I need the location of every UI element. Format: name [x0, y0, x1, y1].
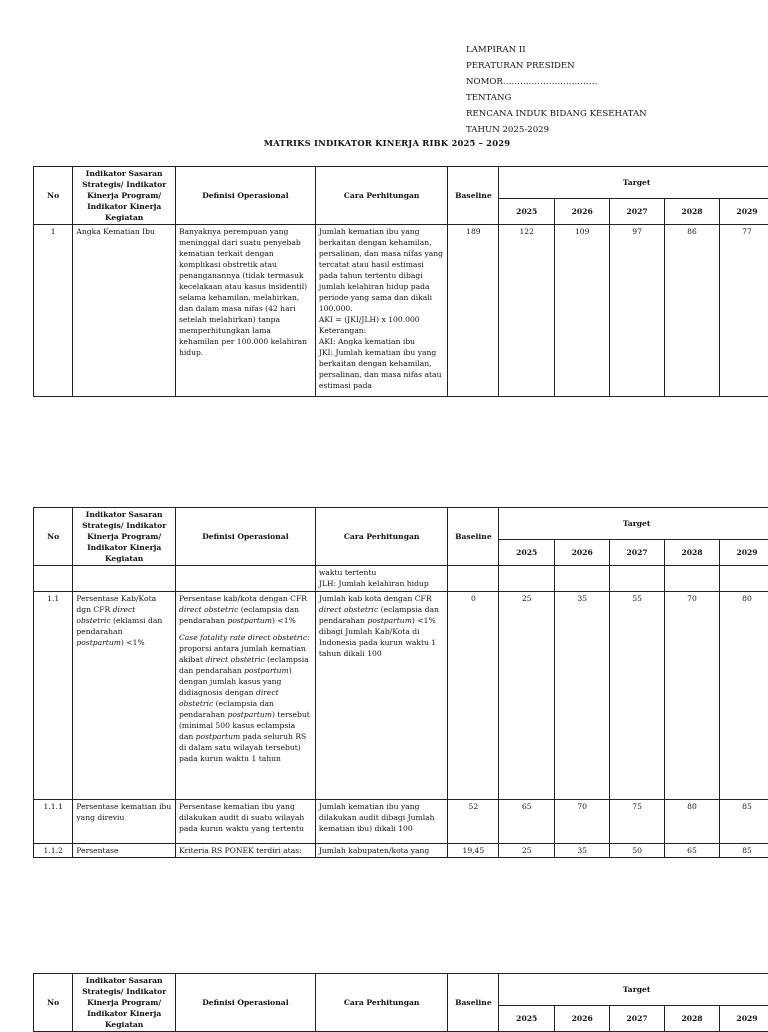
indicator-table-1 [33, 166, 768, 397]
table-row [34, 592, 768, 800]
col-header-year: 2026 [555, 539, 610, 565]
cell-target: 77 [719, 225, 768, 397]
cell-target: 65 [499, 800, 555, 844]
header-line-tentang: TENTANG [466, 90, 647, 106]
col-header-year: 2029 [719, 1005, 768, 1031]
cell-target: 75 [610, 800, 665, 844]
col-header-year: 2025 [499, 198, 555, 224]
cell-no: 1.1 [34, 592, 73, 800]
indicator-table-3 [33, 973, 768, 1032]
col-header-year: 2027 [610, 198, 665, 224]
col-header-year: 2029 [719, 198, 768, 224]
cell-target: 80 [665, 800, 720, 844]
cell-target: 65 [665, 844, 720, 858]
header-line-rencana: RENCANA INDUK BIDANG KESEHATAN [466, 106, 647, 122]
cara-line: AKI = (JKI/JLH) x 100.000 [319, 314, 445, 325]
cell-indikator: Persentase [73, 844, 176, 858]
cara-line: Keterangan: [319, 325, 445, 336]
cara-line: AKI: Angka kematian ibu [319, 336, 445, 347]
cell-target: 25 [499, 844, 555, 858]
col-header-indikator: Indikator Sasaran Strategis/ Indikator Kinerja Program/ Indikator Kinerja Kegiatan [73, 167, 176, 225]
cara-line: waktu tertentu [319, 567, 445, 578]
col-header-year: 2027 [610, 539, 665, 565]
cell-target: 109 [555, 225, 610, 397]
col-header-year: 2028 [665, 539, 720, 565]
cell-indikator: Persentase Kab/Kota dgn CFR direct obstetric (eklamsi dan pendarahan postpartum) <1% [73, 592, 176, 800]
cell-no: 1.1.1 [34, 800, 73, 844]
cell-cara: Jumlah kabupaten/kota yang [315, 844, 448, 858]
cara-line: JLH: Jumlah kelahiran hidup [319, 578, 445, 589]
col-header-indikator: Indikator Sasaran Strategis/ Indikator Kinerja Program/ Indikator Kinerja Kegiatan [73, 508, 176, 566]
cell-definisi: Persentase kab/kota dengan CFR direct obstetric (eclampsia dan pendarahan postpartum) <1% Case fatality rate direct obstetric: proporsi antara jumlah kematian akibat direct obstetric (eclampsia dan pendarahan postpartum) dengan jumlah kasus yang didiagnosis dengan direct obstetric (eclampsia dan pendarahan postpartum) tersebut (minimal 500 kasus eclampsia dan postpartum pada seluruh RS di dalam satu wilayah tersebut) pada kurun waktu 1 tahun [175, 592, 315, 800]
header-line-nomor: NOMOR…………………………… [466, 74, 647, 90]
cell-no: 1 [34, 225, 73, 397]
col-header-year: 2025 [499, 1005, 555, 1031]
col-header-year: 2025 [499, 539, 555, 565]
cell-baseline: 0 [448, 592, 499, 800]
col-header-cara: Cara Perhitungan [315, 974, 448, 1032]
cell-indikator: Angka Kematian Ibu [73, 225, 176, 397]
cell-target: 50 [610, 844, 665, 858]
cara-line: Jumlah kematian ibu yang berkaitan dengan kehamilan, persalinan, dan masa nifas yang tercatat atau hasil estimasi pada tahun tertentu dibagi jumlah kelahiran hidup pada periode yang sama dan dikali 100.000. [319, 226, 445, 314]
header-line-lampiran: LAMPIRAN II [466, 42, 647, 58]
col-header-baseline: Baseline [448, 974, 499, 1032]
indicator-table-2 [33, 507, 768, 858]
cell-target: 70 [665, 592, 720, 800]
cell-definisi: Persentase kematian ibu yang dilakukan audit di suatu wilayah pada kurun waktu yang tertentu [175, 800, 315, 844]
table-row [34, 225, 768, 397]
col-header-year: 2027 [610, 1005, 665, 1031]
col-header-baseline: Baseline [448, 167, 499, 225]
cell-baseline: 52 [448, 800, 499, 844]
cell-definisi: Banyaknya perempuan yang meninggal dari suatu penyebab kematian terkait dengan komplikasi obstretik atau penanganannya (tidak termasuk kecelakaan atau kasus insidentil) selama kehamilan, melahirkan, dan dalam masa nifas (42 hari setelah melahirkan) tanpa memperhitungkan lama kehamilan per 100.000 kelahiran hidup. [175, 225, 315, 397]
cell-target: 80 [719, 592, 768, 800]
cell-baseline: 19,45 [448, 844, 499, 858]
col-header-baseline: Baseline [448, 508, 499, 566]
cell-no: 1.1.2 [34, 844, 73, 858]
cara-line: JKI: Jumlah kematian ibu yang berkaitan dengan kehamilan, persalinan, dan masa nifas atau estimasi pada [319, 347, 445, 391]
col-header-definisi: Definisi Operasional [175, 167, 315, 225]
col-header-year: 2029 [719, 539, 768, 565]
cell-target: 55 [610, 592, 665, 800]
table-row-continued [34, 566, 768, 592]
cell-baseline: 189 [448, 225, 499, 397]
cell-target: 122 [499, 225, 555, 397]
col-header-no: No [34, 508, 73, 566]
col-header-no: No [34, 167, 73, 225]
cell-target: 25 [499, 592, 555, 800]
col-header-indikator: Indikator Sasaran Strategis/ Indikator Kinerja Program/ Indikator Kinerja Kegiatan [73, 974, 176, 1032]
col-header-year: 2026 [555, 1005, 610, 1031]
cell-cara [315, 225, 448, 397]
col-header-year: 2028 [665, 1005, 720, 1031]
document-title: MATRIKS INDIKATOR KINERJA RIBK 2025 – 2029 [0, 138, 768, 148]
cell-target: 70 [555, 800, 610, 844]
col-header-definisi: Definisi Operasional [175, 974, 315, 1032]
col-header-target: Target [499, 974, 768, 1006]
cell-target: 97 [610, 225, 665, 397]
cell-target: 85 [719, 800, 768, 844]
cell-indikator: Persentase kematian ibu yang direviu [73, 800, 176, 844]
col-header-definisi: Definisi Operasional [175, 508, 315, 566]
col-header-cara: Cara Perhitungan [315, 167, 448, 225]
cell-cara-continued [315, 566, 448, 592]
col-header-target: Target [499, 508, 768, 540]
cell-target: 35 [555, 592, 610, 800]
table-row [34, 844, 768, 858]
cell-definisi: Kriteria RS PONEK terdiri atas: [175, 844, 315, 858]
col-header-no: No [34, 974, 73, 1032]
cell-cara: Jumlah kematian ibu yang dilakukan audit dibagi Jumlah kematian ibu) dikali 100 [315, 800, 448, 844]
cell-target: 35 [555, 844, 610, 858]
cell-target: 85 [719, 844, 768, 858]
col-header-cara: Cara Perhitungan [315, 508, 448, 566]
cell-target: 86 [665, 225, 720, 397]
cell-cara: Jumlah kab kota dengan CFR direct obstetric (eclampsia dan pendarahan postpartum) <1% dibagi Jumlah Kab/Kota di Indonesia pada kurun waktu 1 tahun dikali 100 [315, 592, 448, 800]
document-header [466, 42, 647, 138]
header-line-tahun: TAHUN 2025-2029 [466, 122, 647, 138]
col-header-year: 2026 [555, 198, 610, 224]
col-header-target: Target [499, 167, 768, 199]
col-header-year: 2028 [665, 198, 720, 224]
header-line-peraturan: PERATURAN PRESIDEN [466, 58, 647, 74]
table-row [34, 800, 768, 844]
